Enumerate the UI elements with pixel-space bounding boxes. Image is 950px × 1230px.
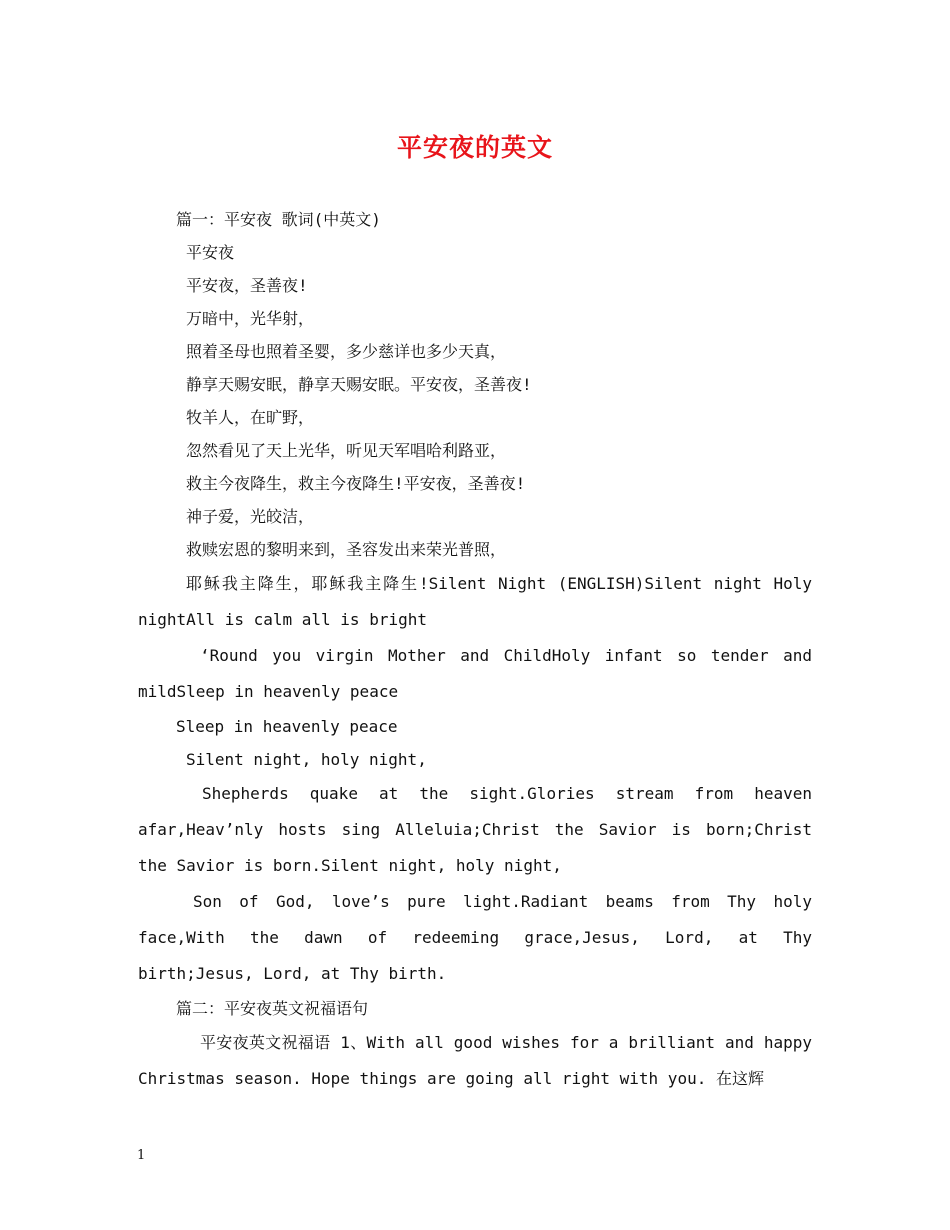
lyric-line: 照着圣母也照着圣婴，多少慈详也多少天真， [186, 342, 507, 361]
lyric-line: 牧羊人，在旷野， [186, 408, 315, 427]
lyric-paragraph: ‘Round you virgin Mother and ChildHoly infant so tender and mildSleep in heavenly peace [138, 646, 812, 701]
page-title: 平安夜的英文 [396, 133, 553, 162]
page-number: 1 [137, 1148, 146, 1163]
section-heading: 篇一：平安夜 歌词(中英文) [176, 210, 381, 229]
lyric-line: 平安夜，圣善夜! [186, 276, 308, 295]
document-body [138, 203, 812, 1097]
lyric-line: 神子爱，光皎洁， [186, 507, 315, 526]
lyric-paragraph: 耶稣我主降生，耶稣我主降生!Silent Night (ENGLISH)Silent night Holy nightAll is calm all is bright [138, 574, 812, 629]
lyric-line: 静享天赐安眠，静享天赐安眠。平安夜，圣善夜! [186, 375, 532, 394]
section-heading: 篇二：平安夜英文祝福语句 [176, 999, 369, 1018]
greeting-paragraph: 平安夜英文祝福语 1、With all good wishes for a brilliant and happy Christmas season. Hope things are going all right with you. 在这辉 [138, 1033, 812, 1088]
lyric-line: Silent night, holy night, [186, 750, 427, 769]
lyric-line: Sleep in heavenly peace [176, 717, 398, 736]
lyric-paragraph: Son of God, love’s pure light.Radiant beams from Thy holy face,With the dawn of redeeming grace,Jesus, Lord, at Thy birth;Jesus, Lord, at Thy birth. [138, 892, 812, 983]
lyric-line: 救主今夜降生，救主今夜降生!平安夜，圣善夜! [186, 474, 526, 493]
lyric-line: 万暗中，光华射， [186, 309, 315, 328]
lyric-line: 平安夜 [186, 243, 235, 262]
lyric-paragraph: Shepherds quake at the sight.Glories stream from heaven afar,Heav’nly hosts sing Alleluia;Christ the Savior is born;Christ the Savior is born.Silent night, holy night, [138, 784, 812, 875]
lyric-line: 忽然看见了天上光华，听见天军唱哈利路亚， [186, 441, 507, 460]
lyric-line: 救赎宏恩的黎明来到，圣容发出来荣光普照， [186, 540, 507, 559]
